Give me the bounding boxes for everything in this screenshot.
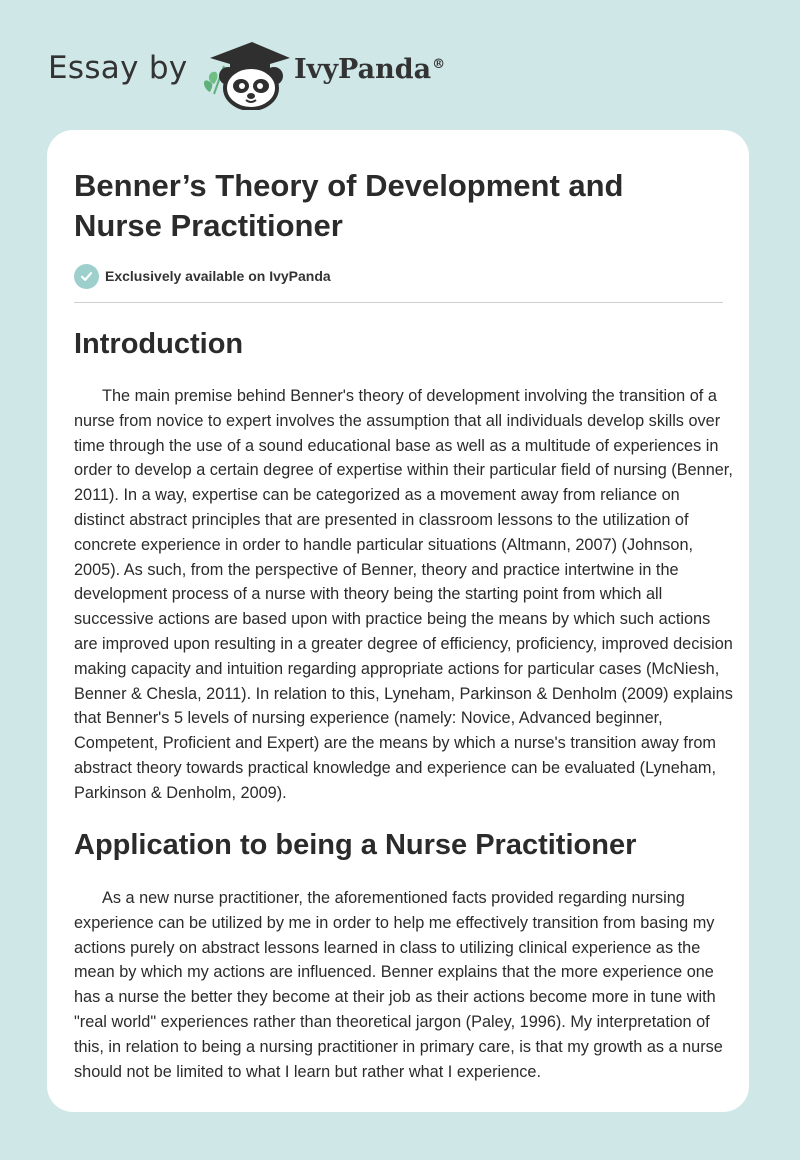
section-heading-application: Application to being a Nurse Practitioner — [74, 829, 637, 861]
site-header — [48, 28, 488, 112]
section-heading-introduction: Introduction — [74, 328, 244, 360]
registered-mark: ® — [432, 57, 446, 72]
essay-card — [47, 130, 749, 1112]
section-paragraph-introduction: The main premise behind Benner's theory of development involving the transition of a nurse from novice to expert involves the assumption that all individuals develop skills over time through the use of a sound educational base as well as a multitude of experiences in order to develop a certain degree of expertise within their particular field of nursing (Benner, 2011). In a way, expertise can be categorized as a movement away from reliance on distinct abstract principles that are presented in classroom lessons to the utilization of concrete experience in order to handle particular situations (Altmann, 2007) (Johnson, 2005). As such, from the perspective of Benner, theory and practice intertwine in the development process of a nurse with theory being the starting point from which all successive actions are based upon with practice being the means by which such actions are improved upon resulting in a greater degree of efficiency, proficiency, improved decision making capacity and intuition regarding appropriate actions for particular cases (McNiesh, Benner & Chesla, 2011). In relation to this, Lyneham, Parkinson & Denholm (2009) explains that Benner's 5 levels of nursing experience (namely: Novice, Advanced beginner, Competent, Proficient and Expert) are the means by which a nurse's transition away from abstract theory towards practical knowledge and experience can be evaluated (Lyneham, Parkinson & Denholm, 2009). — [74, 387, 733, 802]
section-paragraph-application: As a new nurse practitioner, the aforementioned facts provided regarding nursing experience can be utilized by me in order to help me effectively transition from basing my actions purely on abstract lessons learned in class to utilizing clinical experience as the mean by which my actions are influenced. Benner explains that the more experience one has a nurse the better they become at their job as their actions become more in tune with "real world" experiences rather than theoretical jargon (Paley, 1996). My interpretation of this, in relation to being a nursing practitioner in primary care, is that my growth as a nurse should not be limited to what I learn but rather what I experience. — [74, 889, 723, 1081]
brand-prefix: Essay by — [48, 50, 188, 86]
page-title: Benner’s Theory of Development and Nurse Practitioner — [74, 168, 624, 243]
badge-text: Exclusively available on IvyPanda — [105, 268, 331, 284]
panda-graduate-icon[interactable] — [200, 36, 290, 110]
divider — [74, 302, 723, 303]
check-icon — [74, 264, 99, 289]
exclusive-badge — [74, 263, 331, 289]
brand-name[interactable]: IvyPanda® — [294, 54, 446, 85]
